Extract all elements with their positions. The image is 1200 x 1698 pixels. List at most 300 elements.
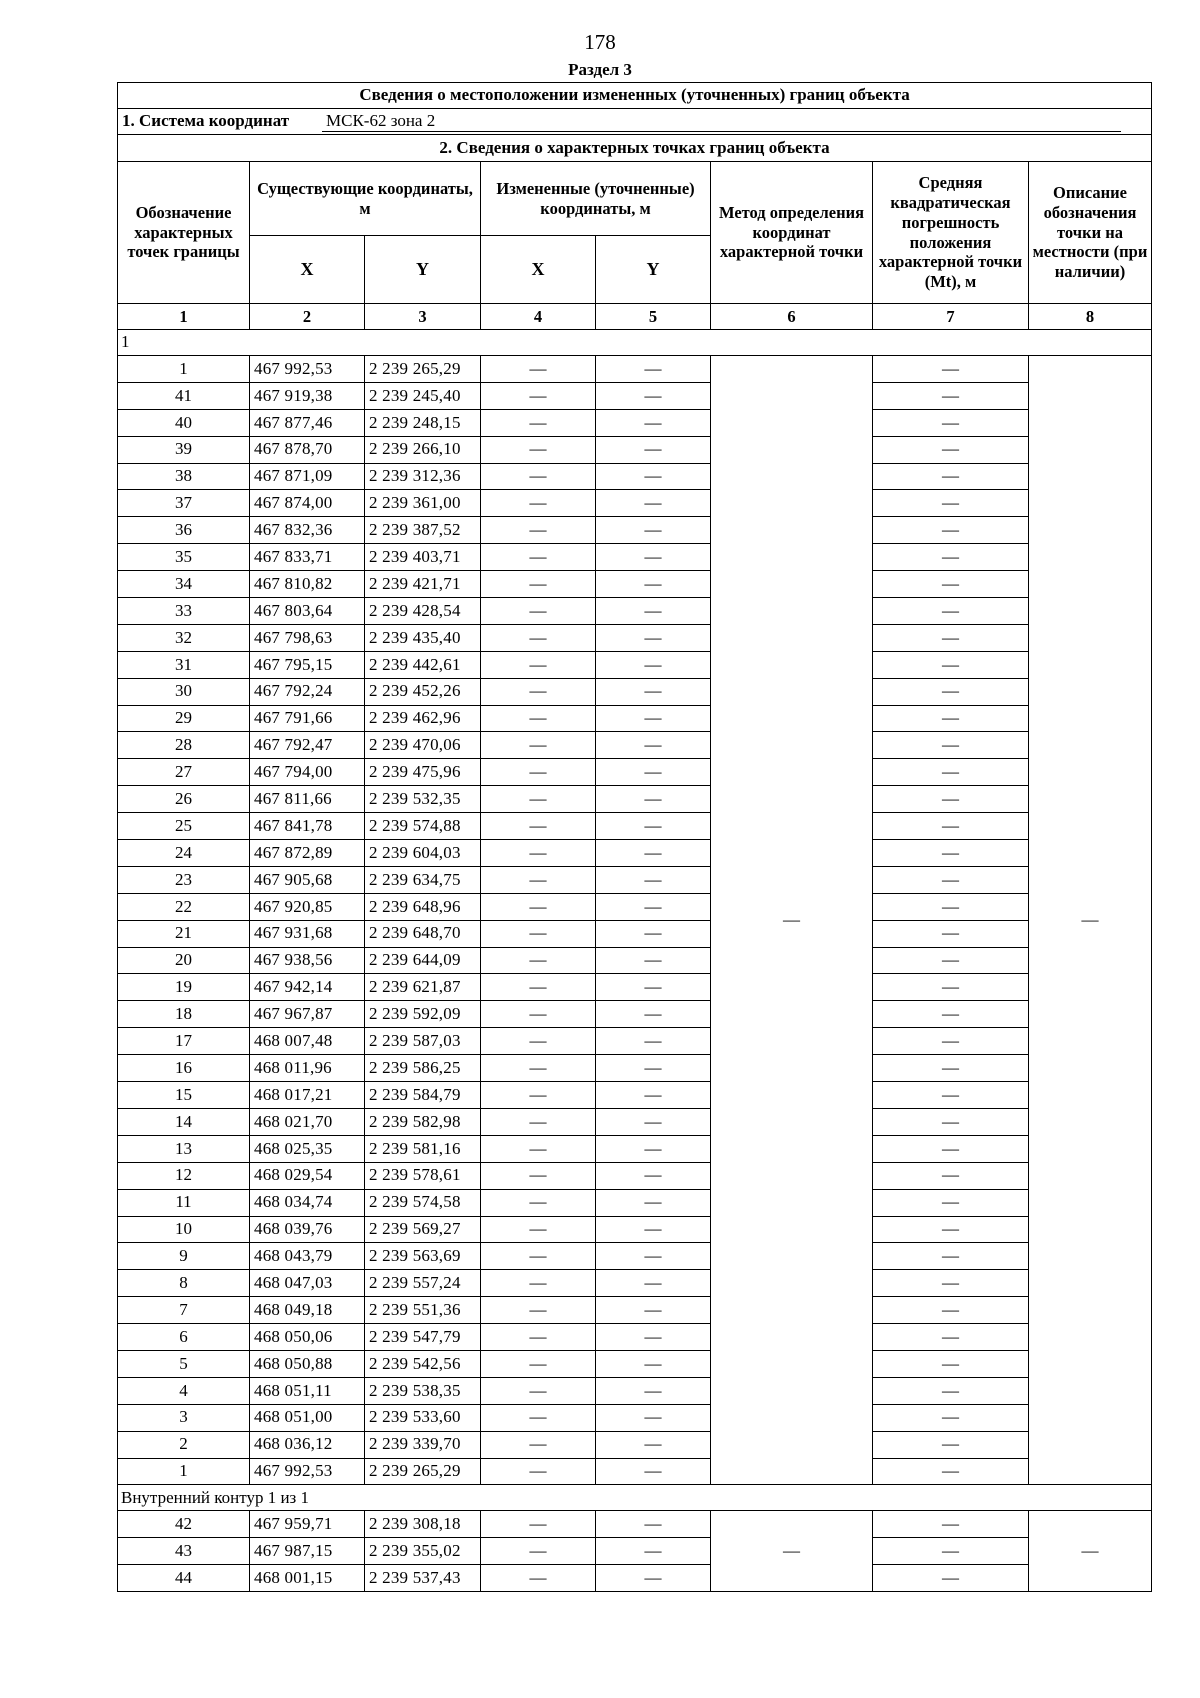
- existing-x-value: 467 794,00: [250, 759, 365, 786]
- contour-1-label: 1: [118, 330, 1152, 356]
- error-value: —: [873, 1297, 1029, 1324]
- error-value: —: [873, 356, 1029, 383]
- point-number: 12: [118, 1162, 250, 1189]
- changed-y-value: —: [596, 463, 711, 490]
- changed-x-value: —: [481, 382, 596, 409]
- table-row: [118, 1350, 1152, 1377]
- point-number: 9: [118, 1243, 250, 1270]
- changed-x-value: —: [481, 1082, 596, 1109]
- table-row: [118, 974, 1152, 1001]
- existing-y-value: 2 239 551,36: [365, 1297, 481, 1324]
- existing-x-value: 467 878,70: [250, 436, 365, 463]
- existing-x-value: 467 874,00: [250, 490, 365, 517]
- changed-x-value: —: [481, 517, 596, 544]
- table-row: [118, 786, 1152, 813]
- existing-x-value: 467 942,14: [250, 974, 365, 1001]
- coord-system-label: 1. Система координат: [122, 110, 290, 130]
- existing-x-value: 468 050,88: [250, 1350, 365, 1377]
- changed-x-value: —: [481, 1297, 596, 1324]
- point-number: 23: [118, 866, 250, 893]
- changed-x-value: —: [481, 1001, 596, 1028]
- changed-y-value: —: [596, 1189, 711, 1216]
- existing-y-value: 2 239 587,03: [365, 1028, 481, 1055]
- changed-x-value: —: [481, 1243, 596, 1270]
- changed-x-value: —: [481, 1270, 596, 1297]
- changed-y-value: —: [596, 813, 711, 840]
- table-row: [118, 544, 1152, 571]
- changed-y-value: —: [596, 678, 711, 705]
- existing-y-value: 2 239 387,52: [365, 517, 481, 544]
- changed-y-value: —: [596, 1001, 711, 1028]
- changed-x-value: —: [481, 1431, 596, 1458]
- changed-x-value: —: [481, 678, 596, 705]
- table-row: [118, 1297, 1152, 1324]
- points-title: 2. Сведения о характерных точках границ объекта: [118, 135, 1152, 162]
- existing-x-value: 468 051,11: [250, 1377, 365, 1404]
- table-row: [118, 705, 1152, 732]
- error-value: —: [873, 1324, 1029, 1351]
- existing-x-value: 467 967,87: [250, 1001, 365, 1028]
- error-value: —: [873, 436, 1029, 463]
- boundary-table: [117, 82, 1152, 1592]
- existing-x-value: 468 043,79: [250, 1243, 365, 1270]
- table-row: [118, 382, 1152, 409]
- coord-system-row: [118, 109, 1152, 135]
- changed-x-value: —: [481, 947, 596, 974]
- error-value: —: [873, 409, 1029, 436]
- changed-y-value: —: [596, 1082, 711, 1109]
- existing-x-value: 467 987,15: [250, 1538, 365, 1565]
- error-value: —: [873, 571, 1029, 598]
- error-value: —: [873, 1377, 1029, 1404]
- error-value: —: [873, 813, 1029, 840]
- point-number: 26: [118, 786, 250, 813]
- changed-y-value: —: [596, 1162, 711, 1189]
- changed-y-value: —: [596, 1404, 711, 1431]
- changed-y-value: —: [596, 1350, 711, 1377]
- column-number: 7: [873, 304, 1029, 330]
- existing-x-value: 468 049,18: [250, 1297, 365, 1324]
- changed-y-value: —: [596, 786, 711, 813]
- existing-y-value: 2 239 592,09: [365, 1001, 481, 1028]
- point-number: 16: [118, 1055, 250, 1082]
- existing-y-value: 2 239 442,61: [365, 651, 481, 678]
- point-number: 10: [118, 1216, 250, 1243]
- existing-y-value: 2 239 621,87: [365, 974, 481, 1001]
- existing-x-value: 468 047,03: [250, 1270, 365, 1297]
- point-number: 1: [118, 356, 250, 383]
- existing-y-value: 2 239 533,60: [365, 1404, 481, 1431]
- table-row: [118, 436, 1152, 463]
- header-changed-coords: Измененные (уточненные) координаты, м: [481, 162, 711, 236]
- error-value: —: [873, 544, 1029, 571]
- point-number: 4: [118, 1377, 250, 1404]
- existing-y-value: 2 239 266,10: [365, 436, 481, 463]
- table-row: [118, 517, 1152, 544]
- error-value: —: [873, 651, 1029, 678]
- existing-x-value: 467 877,46: [250, 409, 365, 436]
- changed-x-value: —: [481, 732, 596, 759]
- error-value: —: [873, 1350, 1029, 1377]
- point-number: 41: [118, 382, 250, 409]
- changed-y-value: —: [596, 382, 711, 409]
- point-number: 38: [118, 463, 250, 490]
- existing-x-value: 467 832,36: [250, 517, 365, 544]
- changed-y-value: —: [596, 920, 711, 947]
- point-number: 5: [118, 1350, 250, 1377]
- table-row: [118, 571, 1152, 598]
- point-number: 14: [118, 1108, 250, 1135]
- existing-x-value: 467 841,78: [250, 813, 365, 840]
- error-value: —: [873, 705, 1029, 732]
- changed-x-value: —: [481, 1135, 596, 1162]
- changed-y-value: —: [596, 356, 711, 383]
- existing-x-value: 467 931,68: [250, 920, 365, 947]
- changed-x-value: —: [481, 544, 596, 571]
- changed-x-value: —: [481, 1377, 596, 1404]
- existing-y-value: 2 239 634,75: [365, 866, 481, 893]
- existing-y-value: 2 239 403,71: [365, 544, 481, 571]
- changed-y-value: —: [596, 1511, 711, 1538]
- error-value: —: [873, 624, 1029, 651]
- changed-x-value: —: [481, 1404, 596, 1431]
- existing-y-value: 2 239 648,96: [365, 893, 481, 920]
- error-value: —: [873, 1458, 1029, 1485]
- changed-x-value: —: [481, 490, 596, 517]
- changed-y-value: —: [596, 598, 711, 625]
- changed-y-value: —: [596, 1538, 711, 1565]
- point-number: 21: [118, 920, 250, 947]
- point-number: 2: [118, 1431, 250, 1458]
- header-error: Средняя квадратическая погрешность положения характерной точки (Mt), м: [873, 162, 1029, 304]
- header-method: Метод определения координат характерной точки: [711, 162, 873, 304]
- header-existing-y: Y: [365, 236, 481, 304]
- point-number: 31: [118, 651, 250, 678]
- contour-1-body: [118, 330, 1152, 1485]
- table-row: [118, 920, 1152, 947]
- description-value: —: [1029, 1511, 1152, 1592]
- table-row: [118, 813, 1152, 840]
- point-number: 34: [118, 571, 250, 598]
- existing-x-value: 468 029,54: [250, 1162, 365, 1189]
- point-number: 37: [118, 490, 250, 517]
- changed-x-value: —: [481, 1055, 596, 1082]
- table-row: [118, 651, 1152, 678]
- existing-y-value: 2 239 428,54: [365, 598, 481, 625]
- existing-y-value: 2 239 355,02: [365, 1538, 481, 1565]
- existing-y-value: 2 239 648,70: [365, 920, 481, 947]
- table-row: [118, 840, 1152, 867]
- changed-y-value: —: [596, 1028, 711, 1055]
- point-number: 29: [118, 705, 250, 732]
- existing-x-value: 467 919,38: [250, 382, 365, 409]
- changed-y-value: —: [596, 1243, 711, 1270]
- table-title: Сведения о местоположении измененных (уточненных) границ объекта: [118, 83, 1152, 109]
- table-row: [118, 1028, 1152, 1055]
- table-row: [118, 893, 1152, 920]
- point-number: 15: [118, 1082, 250, 1109]
- table-row: [118, 1108, 1152, 1135]
- existing-x-value: 467 791,66: [250, 705, 365, 732]
- point-number: 19: [118, 974, 250, 1001]
- column-number: 8: [1029, 304, 1152, 330]
- existing-y-value: 2 239 462,96: [365, 705, 481, 732]
- table-row: [118, 598, 1152, 625]
- error-value: —: [873, 1511, 1029, 1538]
- changed-y-value: —: [596, 759, 711, 786]
- changed-y-value: —: [596, 490, 711, 517]
- point-number: 27: [118, 759, 250, 786]
- header-changed-y: Y: [596, 236, 711, 304]
- header-existing-coords: Существующие координаты, м: [250, 162, 481, 236]
- table-row: [118, 490, 1152, 517]
- error-value: —: [873, 598, 1029, 625]
- error-value: —: [873, 517, 1029, 544]
- existing-x-value: 467 938,56: [250, 947, 365, 974]
- changed-x-value: —: [481, 1538, 596, 1565]
- existing-y-value: 2 239 582,98: [365, 1108, 481, 1135]
- existing-y-value: 2 239 586,25: [365, 1055, 481, 1082]
- changed-x-value: —: [481, 893, 596, 920]
- error-value: —: [873, 1055, 1029, 1082]
- table-row: [118, 463, 1152, 490]
- changed-y-value: —: [596, 571, 711, 598]
- table-row: [118, 1082, 1152, 1109]
- existing-x-value: 467 905,68: [250, 866, 365, 893]
- error-value: —: [873, 1243, 1029, 1270]
- changed-y-value: —: [596, 1108, 711, 1135]
- table-row: [118, 1458, 1152, 1485]
- existing-y-value: 2 239 248,15: [365, 409, 481, 436]
- changed-y-value: —: [596, 840, 711, 867]
- existing-x-value: 467 872,89: [250, 840, 365, 867]
- changed-y-value: —: [596, 1055, 711, 1082]
- existing-y-value: 2 239 537,43: [365, 1565, 481, 1592]
- existing-y-value: 2 239 339,70: [365, 1431, 481, 1458]
- point-number: 6: [118, 1324, 250, 1351]
- point-number: 28: [118, 732, 250, 759]
- existing-y-value: 2 239 435,40: [365, 624, 481, 651]
- error-value: —: [873, 1538, 1029, 1565]
- table-row: [118, 678, 1152, 705]
- existing-y-value: 2 239 538,35: [365, 1377, 481, 1404]
- existing-y-value: 2 239 578,61: [365, 1162, 481, 1189]
- changed-x-value: —: [481, 356, 596, 383]
- existing-x-value: 467 792,24: [250, 678, 365, 705]
- point-number: 8: [118, 1270, 250, 1297]
- error-value: —: [873, 759, 1029, 786]
- changed-x-value: —: [481, 1162, 596, 1189]
- changed-x-value: —: [481, 651, 596, 678]
- table-row: [118, 624, 1152, 651]
- header-changed-x: X: [481, 236, 596, 304]
- changed-x-value: —: [481, 1324, 596, 1351]
- changed-x-value: —: [481, 1565, 596, 1592]
- existing-y-value: 2 239 361,00: [365, 490, 481, 517]
- existing-y-value: 2 239 581,16: [365, 1135, 481, 1162]
- existing-y-value: 2 239 574,88: [365, 813, 481, 840]
- error-value: —: [873, 1135, 1029, 1162]
- point-number: 18: [118, 1001, 250, 1028]
- error-value: —: [873, 1082, 1029, 1109]
- error-value: —: [873, 947, 1029, 974]
- changed-y-value: —: [596, 651, 711, 678]
- table-row: [118, 1243, 1152, 1270]
- changed-x-value: —: [481, 1350, 596, 1377]
- existing-y-value: 2 239 563,69: [365, 1243, 481, 1270]
- existing-x-value: 467 810,82: [250, 571, 365, 598]
- changed-x-value: —: [481, 1189, 596, 1216]
- error-value: —: [873, 893, 1029, 920]
- table-row: [118, 1270, 1152, 1297]
- changed-x-value: —: [481, 705, 596, 732]
- column-number: 2: [250, 304, 365, 330]
- existing-y-value: 2 239 245,40: [365, 382, 481, 409]
- changed-x-value: —: [481, 1108, 596, 1135]
- existing-x-value: 468 001,15: [250, 1565, 365, 1592]
- existing-x-value: 468 017,21: [250, 1082, 365, 1109]
- existing-y-value: 2 239 569,27: [365, 1216, 481, 1243]
- existing-x-value: 468 025,35: [250, 1135, 365, 1162]
- changed-x-value: —: [481, 866, 596, 893]
- point-number: 11: [118, 1189, 250, 1216]
- existing-y-value: 2 239 312,36: [365, 463, 481, 490]
- column-number: 6: [711, 304, 873, 330]
- changed-y-value: —: [596, 732, 711, 759]
- table-row: [118, 732, 1152, 759]
- error-value: —: [873, 463, 1029, 490]
- header-point-designation: Обозначение характерных точек границы: [118, 162, 250, 304]
- column-number: 5: [596, 304, 711, 330]
- point-number: 1: [118, 1458, 250, 1485]
- changed-y-value: —: [596, 1270, 711, 1297]
- existing-x-value: 467 811,66: [250, 786, 365, 813]
- page-number: 178: [584, 30, 616, 54]
- point-number: 13: [118, 1135, 250, 1162]
- changed-y-value: —: [596, 1297, 711, 1324]
- changed-y-value: —: [596, 544, 711, 571]
- existing-y-value: 2 239 547,79: [365, 1324, 481, 1351]
- changed-x-value: —: [481, 920, 596, 947]
- error-value: —: [873, 678, 1029, 705]
- method-value: —: [711, 1511, 873, 1592]
- error-value: —: [873, 920, 1029, 947]
- header-description: Описание обозначения точки на местности (при наличии): [1029, 162, 1152, 304]
- existing-y-value: 2 239 584,79: [365, 1082, 481, 1109]
- changed-x-value: —: [481, 1458, 596, 1485]
- existing-y-value: 2 239 421,71: [365, 571, 481, 598]
- error-value: —: [873, 866, 1029, 893]
- existing-y-value: 2 239 265,29: [365, 356, 481, 383]
- point-number: 30: [118, 678, 250, 705]
- changed-x-value: —: [481, 571, 596, 598]
- coord-system-value: МСК-62 зона 2: [322, 111, 1121, 132]
- table-row: [118, 1538, 1152, 1565]
- table-row: [118, 947, 1152, 974]
- header-existing-x: X: [250, 236, 365, 304]
- point-number: 20: [118, 947, 250, 974]
- error-value: —: [873, 1162, 1029, 1189]
- changed-x-value: —: [481, 840, 596, 867]
- error-value: —: [873, 1270, 1029, 1297]
- error-value: —: [873, 1001, 1029, 1028]
- existing-x-value: 468 039,76: [250, 1216, 365, 1243]
- changed-y-value: —: [596, 893, 711, 920]
- changed-y-value: —: [596, 436, 711, 463]
- changed-y-value: —: [596, 1458, 711, 1485]
- changed-y-value: —: [596, 1216, 711, 1243]
- changed-x-value: —: [481, 786, 596, 813]
- existing-x-value: 468 051,00: [250, 1404, 365, 1431]
- point-number: 43: [118, 1538, 250, 1565]
- column-number: 4: [481, 304, 596, 330]
- existing-x-value: 467 871,09: [250, 463, 365, 490]
- existing-y-value: 2 239 452,26: [365, 678, 481, 705]
- existing-y-value: 2 239 574,58: [365, 1189, 481, 1216]
- error-value: —: [873, 1404, 1029, 1431]
- column-number: 1: [118, 304, 250, 330]
- changed-y-value: —: [596, 705, 711, 732]
- point-number: 36: [118, 517, 250, 544]
- error-value: —: [873, 840, 1029, 867]
- changed-y-value: —: [596, 624, 711, 651]
- existing-y-value: 2 239 644,09: [365, 947, 481, 974]
- point-number: 44: [118, 1565, 250, 1592]
- existing-y-value: 2 239 604,03: [365, 840, 481, 867]
- error-value: —: [873, 1028, 1029, 1055]
- table-row: [118, 1377, 1152, 1404]
- changed-y-value: —: [596, 974, 711, 1001]
- table-row: [118, 759, 1152, 786]
- changed-y-value: —: [596, 1431, 711, 1458]
- changed-x-value: —: [481, 624, 596, 651]
- section-title: Раздел 3: [568, 60, 632, 79]
- existing-x-value: 467 959,71: [250, 1511, 365, 1538]
- existing-y-value: 2 239 470,06: [365, 732, 481, 759]
- existing-y-value: 2 239 542,56: [365, 1350, 481, 1377]
- error-value: —: [873, 786, 1029, 813]
- changed-y-value: —: [596, 866, 711, 893]
- point-number: 39: [118, 436, 250, 463]
- existing-x-value: 467 803,64: [250, 598, 365, 625]
- changed-x-value: —: [481, 1216, 596, 1243]
- table-row: [118, 1001, 1152, 1028]
- error-value: —: [873, 1108, 1029, 1135]
- changed-x-value: —: [481, 759, 596, 786]
- table-row: [118, 866, 1152, 893]
- existing-y-value: 2 239 475,96: [365, 759, 481, 786]
- point-number: 25: [118, 813, 250, 840]
- existing-x-value: 467 992,53: [250, 1458, 365, 1485]
- changed-y-value: —: [596, 1135, 711, 1162]
- error-value: —: [873, 490, 1029, 517]
- table-row: [118, 1162, 1152, 1189]
- point-number: 7: [118, 1297, 250, 1324]
- point-number: 22: [118, 893, 250, 920]
- changed-y-value: —: [596, 1324, 711, 1351]
- table-row: [118, 1135, 1152, 1162]
- existing-x-value: 467 920,85: [250, 893, 365, 920]
- existing-x-value: 468 007,48: [250, 1028, 365, 1055]
- changed-y-value: —: [596, 947, 711, 974]
- error-value: —: [873, 732, 1029, 759]
- point-number: 3: [118, 1404, 250, 1431]
- table-row: [118, 1431, 1152, 1458]
- changed-x-value: —: [481, 463, 596, 490]
- changed-x-value: —: [481, 598, 596, 625]
- table-row: [118, 1324, 1152, 1351]
- existing-x-value: 467 992,53: [250, 356, 365, 383]
